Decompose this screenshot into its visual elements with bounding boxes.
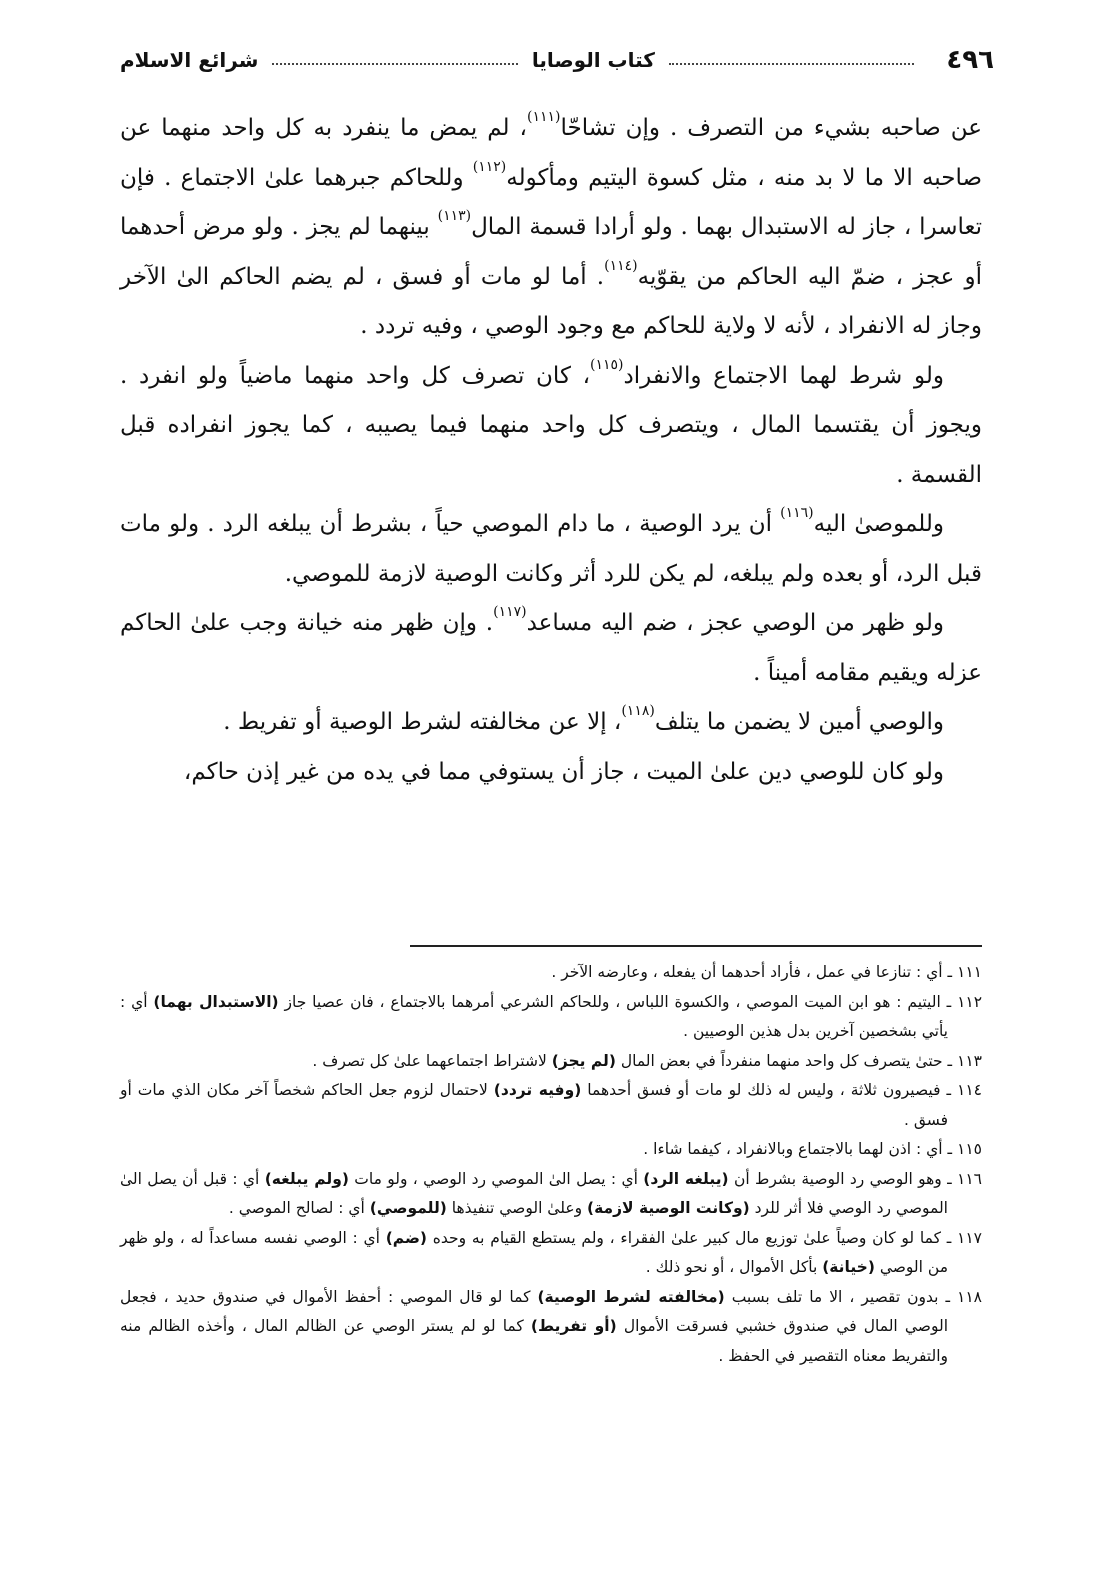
footnote-number: ١١٧ ـ [946,1228,982,1247]
quoted-term: (ضم) [385,1228,428,1247]
text-run: ولو ظهر من الوصي عجز ، ضم اليه مساعد [526,610,944,636]
text-run: ولو كان للوصي دين علىٰ الميت ، جاز أن يستوفي مما في يده من غير إذن حاكم، [183,758,944,785]
footnote-number: ١١٤ ـ [946,1081,983,1099]
text-run: . وإن ظهر منه خيانة وجب علىٰ الحاكم عزله ويقيم مقامه أميناً . [120,610,982,686]
text-run: ، لم يمض ما ينفرد به كل واحد منهما عن صاحبه الا ما لا بد منه ، مثل كسوة اليتيم ومأكوله [120,115,982,191]
footnote-116 [120,1165,982,1224]
footnote-114 [120,1076,982,1135]
footnote-ref: (١١٧) [493,604,527,620]
text-run: بينهما لم يجز . ولو مرض أحدهما أو عجز ، ضمّ اليه الحاكم من يقوّيه [120,214,982,290]
text-run: اليتيم : هو ابن الميت الموصي ، والكسوة اللباس ، وللحاكم الشرعي أمرهما بالاجتماع ، فان عصيا جاز [278,992,941,1011]
text-run: عن صاحبه بشيء من التصرف . وإن تشاحّا [560,115,982,141]
paragraph [120,748,982,798]
text-run: أي : تنازعا في عمل ، فأراد أحدهما أن يفعله ، وعارضه الآخر . [551,963,943,981]
footnote-number: ١١٢ ـ [946,992,983,1011]
quoted-term: (للموصي) [369,1199,447,1217]
footnote-115 [120,1135,982,1165]
text-run: ، إلا عن مخالفته لشرط الوصية أو تفريط . [223,709,622,735]
text-run: فيصيرون ثلاثة ، وليس له ذلك لو مات أو فسق أحدهما [581,1081,941,1099]
book-title: شرائع الاسلام [120,48,259,72]
footnote-number: ١١٥ ـ [947,1140,982,1158]
footnote-118 [120,1283,982,1372]
quoted-term: (وفيه تردد) [493,1081,582,1099]
quoted-term: (أو تفريط) [530,1317,617,1335]
paragraph [120,352,982,501]
text-run: كما لو قال الموصي : أحفظ الأموال في صندوق حديد ، فجعل الوصي المال في صندوق خشبي فسرقت الأموال [120,1287,948,1335]
text-run: أي : يصل الىٰ الموصي رد الوصي ، ولو مات [348,1169,644,1188]
paragraph [120,599,982,698]
text-run: كما لو لم يستر الوصي عن الظالم المال ، وأخذه الظالم منه والتفريط معناه التقصير في الحفظ . [120,1317,948,1365]
footnote-ref: (١١٥) [590,356,624,373]
footnote-ref: (١١٢) [472,158,507,175]
text-run: بدون تقصير ، الا ما تلف بسبب [724,1287,939,1306]
header-dot-leader [272,63,517,65]
text-run: والوصي أمين لا يضمن ما يتلف [654,709,944,735]
footnote-number: ١١٨ ـ [945,1287,982,1306]
quoted-term: (لم يجز) [551,1051,616,1070]
quoted-term: (يبلغه الرد) [643,1169,729,1188]
text-run: أن يرد الوصية ، ما دام الموصي حياً ، بشرط أن يبلغه الرد . ولو مات قبل الرد، أو بعده ولم يبلغه، لم يكن للرد أثر وكانت الوصية لازمة للموصي. [120,511,982,587]
footnote-ref: (١١٨) [621,703,655,719]
paragraph [120,698,982,748]
footnote-ref: (١١٤) [604,257,638,274]
quoted-term: (الاستبدال بهما) [153,992,279,1011]
footnote-number: ١١١ ـ [947,963,982,981]
text-run: حتىٰ يتصرف كل واحد منهما منفرداً في بعض المال [615,1051,943,1070]
quoted-term: (ولم يبلغه) [264,1169,349,1188]
running-header [120,40,994,80]
text-run: لاحتمال لزوم جعل الحاكم شخصاً آخر مكان الذي مات أو فسق . [120,1081,948,1129]
footnote-111 [120,958,982,988]
quoted-term: (وكانت الوصية لازمة) [587,1199,750,1217]
footnote-112 [120,988,982,1047]
text-run: وعلىٰ الوصي تنفيذها [446,1199,588,1217]
text-run: وللحاكم جبرهما علىٰ الاجتماع . فإن تعاسرا ، جاز له الاستبدال بهما . ولو أرادا قسمة المال [120,164,982,240]
quoted-term: (خيانة) [822,1258,875,1276]
footnote-ref: (١١٦) [780,505,814,521]
text-run: وللموصىٰ اليه [813,511,944,537]
footnote-ref: (١١٣) [437,208,472,224]
header-dot-leader [669,63,914,65]
text-run: أي : لصالح الموصي . [228,1199,370,1217]
page-number: ٤٩٦ [946,45,994,75]
footnote-113 [120,1047,982,1077]
footnote-separator [410,945,982,947]
text-run: كما لو كان وصياً علىٰ توزيع مال كبير علىٰ الفقراء ، ولم يستطع القيام به وحده [427,1228,941,1247]
footnote-number: ١١٦ ـ [947,1169,982,1188]
text-run: بأكل الأموال ، أو نحو ذلك . [645,1258,823,1276]
text-run: لاشتراط اجتماعهما علىٰ كل تصرف . [312,1051,552,1070]
text-run: . أما لو مات أو فسق ، لم يضم الحاكم الىٰ الآخر وجاز له الانفراد ، لأنه لا ولاية للحاكم مع وجود الوصي ، وفيه تردد . [120,263,982,339]
footnote-number: ١١٣ ـ [947,1051,982,1070]
text-run: أي : يأتي بشخصين آخرين بدل هذين الوصيين . [120,992,948,1040]
paragraph [120,500,982,599]
footnote-ref: (١١١) [526,109,561,125]
text-run: أي : الوصي نفسه مساعداً له ، ولو ظهر من الوصي [120,1228,948,1276]
main-text [120,104,982,797]
text-run: أي : قبل أن يصل الىٰ الموصي رد الوصي فلا أثر للرد [120,1169,948,1217]
quoted-term: (مخالفته لشرط الوصية) [537,1287,725,1306]
chapter-title: كتاب الوصايا [531,48,655,72]
text-run: وهو الوصي رد الوصية بشرط أن [728,1169,942,1188]
paragraph [120,104,982,352]
footnotes [120,958,982,1371]
text-run: ، كان تصرف كل واحد منهما ماضياً ولو انفرد . ويجوز أن يقتسما المال ، ويتصرف كل واحد منهما فيما يصيبه ، كما يجوز انفراده قبل القسمة . [120,362,982,488]
text-run: أي : اذن لهما بالاجتماع وبالانفراد ، كيفما شاءا . [643,1140,943,1158]
footnote-117 [120,1224,982,1283]
text-run: ولو شرط لهما الاجتماع والانفراد [623,362,944,389]
